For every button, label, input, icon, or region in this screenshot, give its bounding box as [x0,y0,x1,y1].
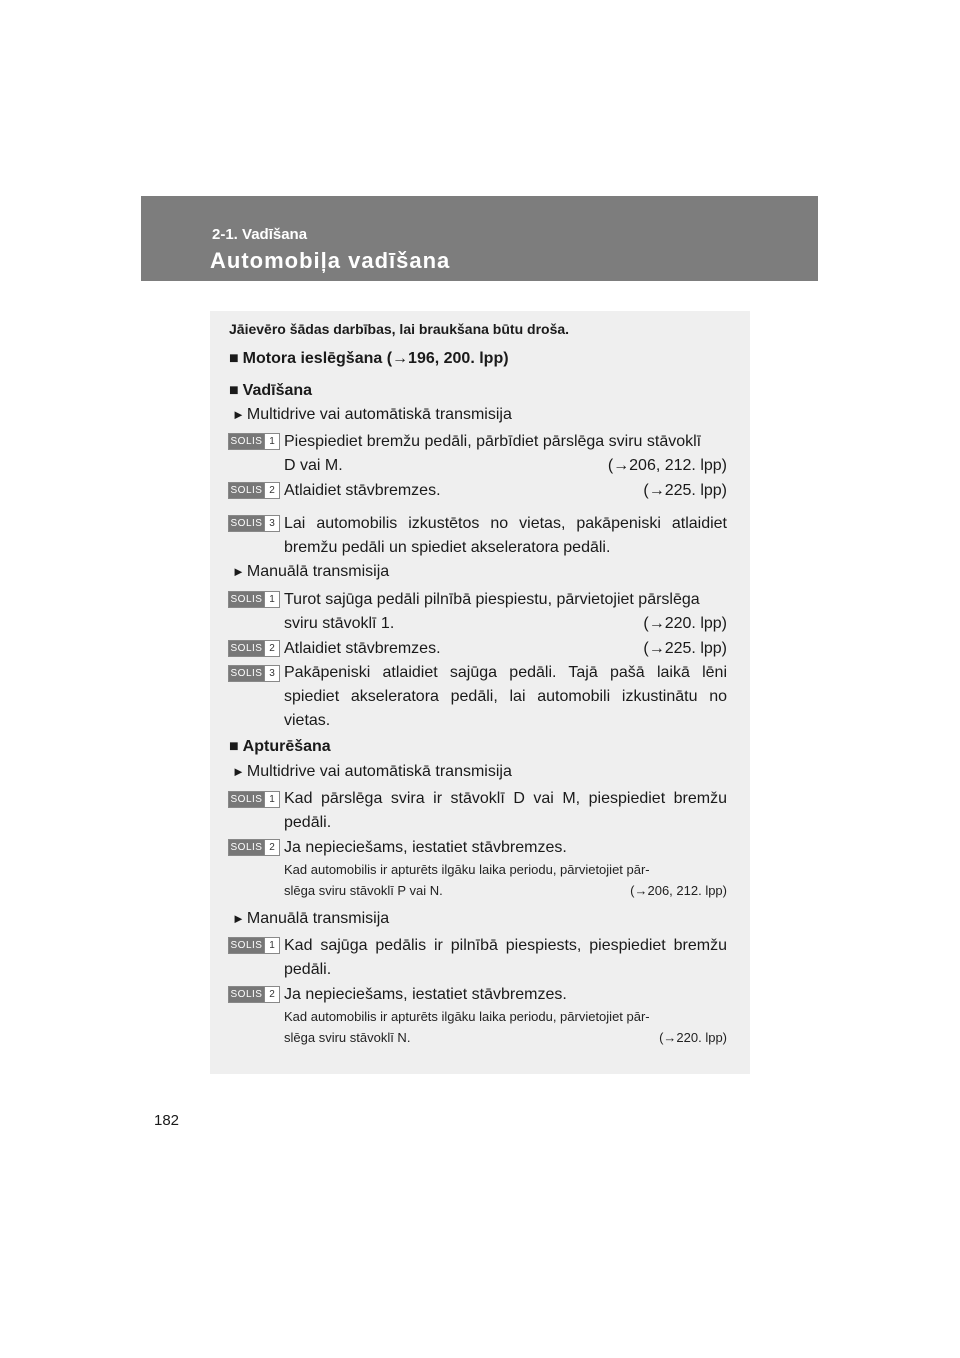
arrow-right-icon: ► [232,407,245,422]
subheading-text: Manuālā transmisija [246,910,390,927]
intro-text: Jāievēro šādas darbības, lai braukšana būtu droša. [229,321,570,337]
step-text: Pakāpeniski atlaidiet sajūga pedāli. Tajā pašā laikā lēni spiediet akseleratora pedāli, lai automobili izkustinātu no vietas. [284,664,727,729]
heading-text: Vadīšana [242,382,313,399]
step-note: Kad automobilis ir apturēts ilgāku laika periodu, pārvietojiet pār- slēga sviru stāvoklī N. (→220. lpp) [284,1006,727,1048]
bullet-square-icon: ■ [229,738,239,755]
step-text: Atlaidiet stāvbremzes. (→225. lpp) [284,637,727,661]
step-badge-1: SOLIS 1 [228,433,280,450]
page-ref: (→206, 212. lpp) [630,883,727,898]
subheading-automatic [232,763,512,781]
step-text: Kad pārslēga svira ir stāvoklī D vai M, piespiediet bremžu pedāli. [284,790,727,831]
subheading-text: Manuālā transmisija [246,563,390,580]
step-badge-3: SOLIS 3 [228,515,280,532]
subheading-text: Multidrive vai automātiskā transmisija [246,763,512,780]
page-number: 182 [154,1112,180,1129]
step-text: Ja nepieciešams, iestatiet stāvbremzes. [284,839,567,856]
subheading-manual [232,910,389,928]
step-text: Kad sajūga pedālis ir pilnībā piespiests, piespiediet bremžu pedāli. [284,937,727,978]
step-text: Atlaidiet stāvbremzes. (→225. lpp) [284,479,727,503]
arrow-right-icon: ► [232,764,245,779]
subheading-automatic [232,406,512,424]
page-ref: (→225. lpp) [643,482,727,499]
heading-stopping [229,738,331,756]
arrow-right-icon: ► [232,911,245,926]
subheading-text: Multidrive vai automātiskā transmisija [246,406,512,423]
heading-engine-start [229,350,509,368]
page-ref: (→225. lpp) [643,640,727,657]
page-title: Automobiļa vadīšana [210,248,451,273]
step-text: Lai automobilis izkustētos no vietas, pakāpeniski atlaidiet bremžu pedāli un spiediet akseleratora pedāli. [284,515,727,556]
step-text: Ja nepieciešams, iestatiet stāvbremzes. [284,986,567,1003]
step-badge-2: SOLIS 2 [228,839,280,856]
section-label: 2-1. Vadīšana [212,226,308,243]
step-badge-1: SOLIS 1 [228,591,280,608]
step-text: Piespiediet bremžu pedāli, pārbīdiet pārslēga sviru stāvoklī D vai M. (→206, 212. lpp) [284,430,727,478]
page-ref: (→220. lpp) [643,615,727,632]
heading-text: Motora ieslēgšana (→196, 200. lpp) [242,350,509,367]
step-note: Kad automobilis ir apturēts ilgāku laika periodu, pārvietojiet pār- slēga sviru stāvoklī P vai N. (→206, 212. lpp) [284,859,727,901]
page-ref: (→220. lpp) [659,1030,727,1045]
step-badge-2: SOLIS 2 [228,640,280,657]
subheading-manual [232,563,389,581]
heading-text: Apturēšana [242,738,331,755]
step-text: Turot sajūga pedāli pilnībā piespiestu, pārvietojiet pārslēga sviru stāvoklī 1. (→220. lpp) [284,588,727,636]
step-badge-1: SOLIS 1 [228,937,280,954]
bullet-square-icon: ■ [229,382,239,399]
step-badge-3: SOLIS 3 [228,665,280,682]
step-badge-2: SOLIS 2 [228,482,280,499]
page-ref: (→206, 212. lpp) [607,457,727,474]
heading-driving [229,382,312,400]
arrow-right-icon: ► [232,564,245,579]
step-badge-1: SOLIS 1 [228,791,280,808]
bullet-square-icon: ■ [229,350,239,367]
step-badge-2: SOLIS 2 [228,986,280,1003]
